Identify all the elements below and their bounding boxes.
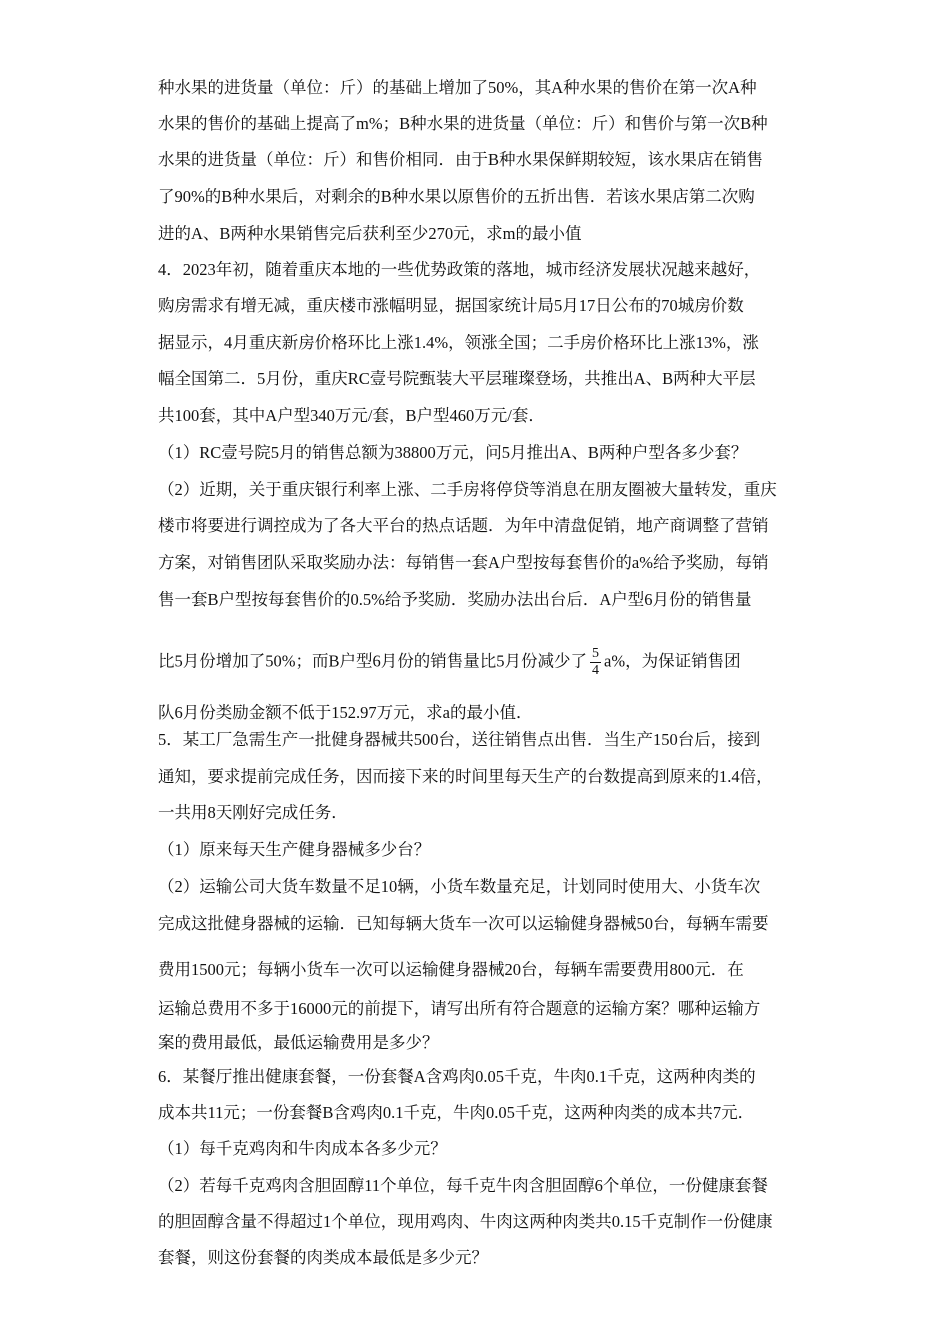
problem-6-heading-line: 6．某餐厅推出健康套餐，一份套餐A含鸡肉0.05千克，牛肉0.1千克，这两种肉类的	[158, 1067, 756, 1086]
sub-question-2: （2）若每千克鸡肉含胆固醇11个单位，每千克牛肉含胆固醇6个单位，一份健康套餐	[158, 1176, 768, 1195]
problem-4-heading-line: 4．2023年初，随着重庆本地的一些优势政策的落地，城市经济发展状况越来越好，	[158, 260, 761, 279]
text-line: 运输总费用不多于16000元的前提下，请写出所有符合题意的运输方案？哪种运输方	[158, 999, 761, 1018]
sub-question-1: （1）RC壹号院5月的销售总额为38800万元，问5月推出A、B两种户型各多少套？	[158, 443, 748, 462]
text-line: 水果的进货量（单位：斤）和售价相同．由于B种水果保鲜期较短，该水果店在销售	[158, 150, 764, 169]
text-line: 购房需求有增无减，重庆楼市涨幅明显，据国家统计局5月17日公布的70城房价数	[158, 296, 744, 315]
text-line: 楼市将要进行调控成为了各大平台的热点话题．为年中清盘促销，地产商调整了营销	[158, 516, 769, 535]
text-segment: a%，为保证销售团	[604, 651, 741, 671]
sub-question-2: （2）运输公司大货车数量不足10辆，小货车数量充足，计划同时使用大、小货车次	[158, 877, 761, 896]
text-line: 共100套，其中A户型340万元/套，B户型460万元/套．	[158, 406, 545, 425]
fraction-denominator: 4	[592, 663, 599, 678]
text-line: 案的费用最低，最低运输费用是多少？	[158, 1033, 439, 1052]
text-line: 套餐，则这份套餐的肉类成本最低是多少元？	[158, 1248, 488, 1267]
text-line: 方案，对销售团队采取奖励办法：每销售一套A户型按每套售价的a%给予奖励，每销	[158, 553, 769, 572]
text-segment: 比5月份增加了50%；而B户型6月份的销售量比5月份减少了	[158, 651, 587, 671]
text-line: 据显示，4月重庆新房价格环比上涨1.4%，领涨全国；二手房价格环比上涨13%，涨	[158, 333, 759, 352]
problem-5-heading-line: 5．某工厂急需生产一批健身器械共500台，送往销售点出售．当生产150台后，接到	[158, 730, 761, 749]
text-line: 了90%的B种水果后，对剩余的B种水果以原售价的五折出售．若该水果店第二次购	[158, 187, 755, 206]
fraction	[590, 646, 601, 679]
text-line: 费用1500元；每辆小货车一次可以运输健身器械20台，每辆车需要费用800元．在	[158, 960, 744, 979]
text-line: 幅全国第二．5月份，重庆RC壹号院甄装大平层璀璨登场，共推出A、B两种大平层	[158, 369, 756, 388]
text-line: 水果的售价的基础上提高了m%；B种水果的进货量（单位：斤）和售价与第一次B种	[158, 114, 768, 133]
text-line: 的胆固醇含量不得超过1个单位，现用鸡肉、牛肉这两种肉类共0.15千克制作一份健康	[158, 1212, 773, 1231]
text-line: 售一套B户型按每套售价的0.5%给予奖励．奖励办法出台后．A户型6月份的销售量	[158, 590, 752, 609]
text-line: 进的A、B两种水果销售完后获利至少270元，求m的最小值	[158, 224, 582, 243]
text-line: 成本共11元；一份套餐B含鸡肉0.1千克，牛肉0.05千克，这两种肉类的成本共7元．	[158, 1103, 755, 1122]
sub-question-1: （1）原来每天生产健身器械多少台？	[158, 840, 431, 859]
text-line: 通知，要求提前完成任务，因而接下来的时间里每天生产的台数提高到原来的1.4倍，	[158, 767, 773, 786]
fraction-numerator: 5	[592, 646, 599, 661]
text-line: 完成这批健身器械的运输．已知每辆大货车一次可以运输健身器械50台，每辆车需要	[158, 914, 769, 933]
sub-question-2: （2）近期，关于重庆银行利率上涨、二手房将停贷等消息在朋友圈被大量转发，重庆	[158, 480, 777, 499]
text-line: 一共用8天刚好完成任务．	[158, 803, 348, 822]
sub-question-1: （1）每千克鸡肉和牛肉成本各多少元？	[158, 1139, 447, 1158]
text-line: 队6月份类励金额不低于152.97万元，求a的最小值．	[158, 703, 533, 722]
fraction-text-line	[158, 646, 798, 679]
text-line: 种水果的进货量（单位：斤）的基础上增加了50%，其A种水果的售价在第一次A种	[158, 78, 757, 97]
